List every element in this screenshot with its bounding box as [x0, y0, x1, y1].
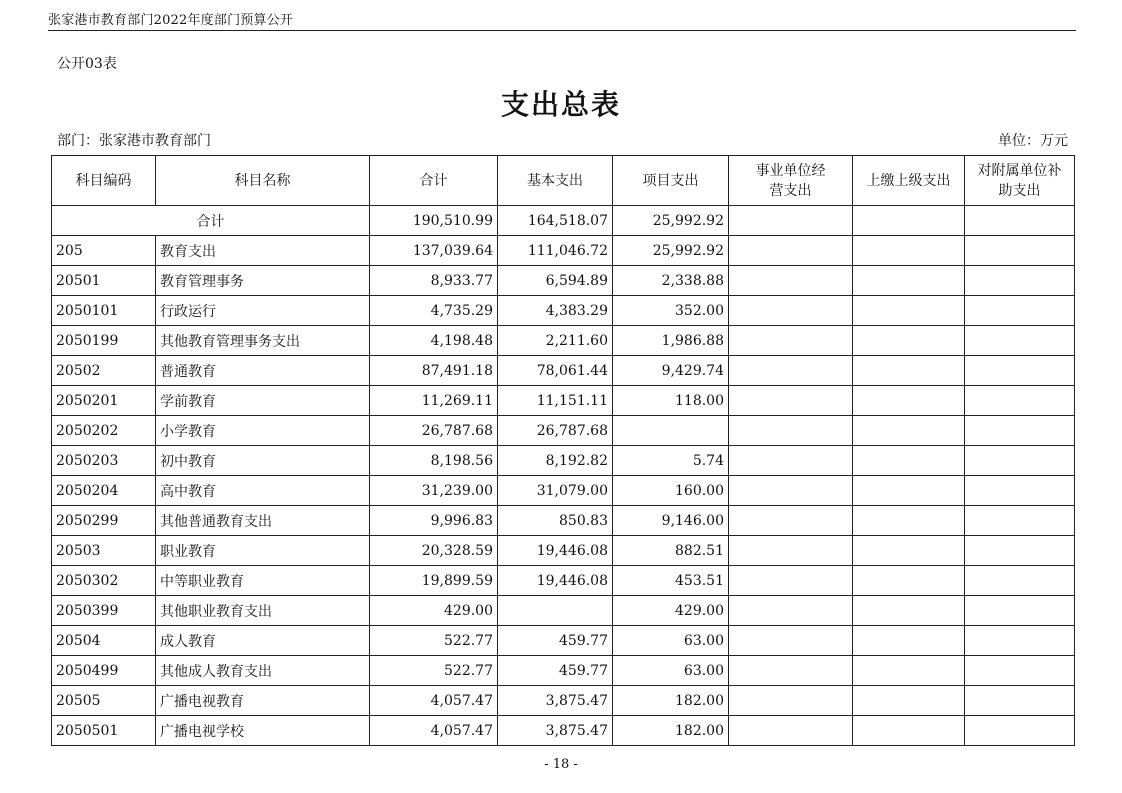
row-basic: 19,446.08	[498, 566, 613, 596]
row-name: 中等职业教育	[156, 566, 370, 596]
running-header: 张家港市教育部门2022年度部门预算公开	[48, 13, 294, 28]
row-name: 职业教育	[156, 536, 370, 566]
row-basic: 19,446.08	[498, 536, 613, 566]
row-name: 学前教育	[156, 386, 370, 416]
row-name: 其他教育管理事务支出	[156, 326, 370, 356]
row-upper	[853, 716, 965, 746]
row-business	[729, 386, 853, 416]
total-row-project: 25,992.92	[613, 206, 729, 236]
row-basic: 2,211.60	[498, 326, 613, 356]
row-basic: 3,875.47	[498, 716, 613, 746]
unit-label: 单位：万元	[998, 133, 1068, 149]
row-code: 20504	[52, 626, 156, 656]
row-upper	[853, 656, 965, 686]
table-row	[52, 596, 1075, 626]
table-code: 公开03表	[57, 56, 117, 72]
row-code: 2050203	[52, 446, 156, 476]
row-name: 高中教育	[156, 476, 370, 506]
row-upper	[853, 596, 965, 626]
table-row	[52, 716, 1075, 746]
row-business	[729, 296, 853, 326]
row-upper	[853, 296, 965, 326]
header-rule	[48, 30, 1076, 31]
table-row	[52, 416, 1075, 446]
total-row-basic: 164,518.07	[498, 206, 613, 236]
column-header-business: 事业单位经营支出	[729, 156, 853, 206]
row-code: 2050302	[52, 566, 156, 596]
row-name: 普通教育	[156, 356, 370, 386]
row-project	[613, 416, 729, 446]
row-name: 广播电视学校	[156, 716, 370, 746]
table-row	[52, 446, 1075, 476]
row-project: 160.00	[613, 476, 729, 506]
row-name: 其他职业教育支出	[156, 596, 370, 626]
row-subsidy	[965, 266, 1075, 296]
table-row	[52, 296, 1075, 326]
row-total: 522.77	[370, 626, 498, 656]
row-business	[729, 446, 853, 476]
row-subsidy	[965, 386, 1075, 416]
table-row	[52, 386, 1075, 416]
row-project: 63.00	[613, 626, 729, 656]
row-business	[729, 506, 853, 536]
row-project: 63.00	[613, 656, 729, 686]
row-upper	[853, 446, 965, 476]
column-header-project: 项目支出	[613, 156, 729, 206]
row-basic: 459.77	[498, 656, 613, 686]
row-subsidy	[965, 536, 1075, 566]
row-business	[729, 356, 853, 386]
column-header-basic: 基本支出	[498, 156, 613, 206]
column-header-name: 科目名称	[156, 156, 370, 206]
column-header-subsidy: 对附属单位补助支出	[965, 156, 1075, 206]
row-name: 教育管理事务	[156, 266, 370, 296]
row-code: 2050201	[52, 386, 156, 416]
row-name: 其他普通教育支出	[156, 506, 370, 536]
row-project: 882.51	[613, 536, 729, 566]
row-business	[729, 266, 853, 296]
row-subsidy	[965, 326, 1075, 356]
row-business	[729, 686, 853, 716]
row-code: 205	[52, 236, 156, 266]
row-project: 9,146.00	[613, 506, 729, 536]
row-total: 522.77	[370, 656, 498, 686]
row-business	[729, 626, 853, 656]
row-upper	[853, 266, 965, 296]
row-total: 9,996.83	[370, 506, 498, 536]
row-upper	[853, 326, 965, 356]
row-total: 137,039.64	[370, 236, 498, 266]
row-subsidy	[965, 356, 1075, 386]
row-subsidy	[965, 236, 1075, 266]
row-upper	[853, 386, 965, 416]
row-upper	[853, 236, 965, 266]
row-project: 352.00	[613, 296, 729, 326]
row-upper	[853, 476, 965, 506]
row-basic: 26,787.68	[498, 416, 613, 446]
row-basic: 3,875.47	[498, 686, 613, 716]
page-title: 支出总表	[500, 88, 621, 121]
table-row	[52, 626, 1075, 656]
column-header-code: 科目编码	[52, 156, 156, 206]
table-row	[52, 656, 1075, 686]
row-business	[729, 236, 853, 266]
table-row	[52, 536, 1075, 566]
row-subsidy	[965, 716, 1075, 746]
row-total: 87,491.18	[370, 356, 498, 386]
row-upper	[853, 416, 965, 446]
row-name: 教育支出	[156, 236, 370, 266]
row-business	[729, 326, 853, 356]
total-row-total: 190,510.99	[370, 206, 498, 236]
row-basic	[498, 596, 613, 626]
row-code: 2050199	[52, 326, 156, 356]
row-total: 26,787.68	[370, 416, 498, 446]
row-project: 182.00	[613, 716, 729, 746]
row-subsidy	[965, 596, 1075, 626]
row-name: 行政运行	[156, 296, 370, 326]
row-name: 成人教育	[156, 626, 370, 656]
row-basic: 31,079.00	[498, 476, 613, 506]
row-project: 1,986.88	[613, 326, 729, 356]
row-project: 25,992.92	[613, 236, 729, 266]
row-subsidy	[965, 416, 1075, 446]
row-subsidy	[965, 446, 1075, 476]
row-total: 429.00	[370, 596, 498, 626]
total-row-upper	[853, 206, 965, 236]
row-code: 2050204	[52, 476, 156, 506]
table-row	[52, 566, 1075, 596]
total-row-subsidy	[965, 206, 1075, 236]
row-subsidy	[965, 656, 1075, 686]
row-total: 4,735.29	[370, 296, 498, 326]
row-upper	[853, 686, 965, 716]
row-basic: 459.77	[498, 626, 613, 656]
row-total: 4,057.47	[370, 716, 498, 746]
row-upper	[853, 506, 965, 536]
row-project: 429.00	[613, 596, 729, 626]
row-project: 2,338.88	[613, 266, 729, 296]
table-row	[52, 326, 1075, 356]
total-row-business	[729, 206, 853, 236]
row-basic: 11,151.11	[498, 386, 613, 416]
row-total: 4,198.48	[370, 326, 498, 356]
row-code: 2050202	[52, 416, 156, 446]
expenditure-table	[51, 155, 1075, 746]
row-subsidy	[965, 506, 1075, 536]
row-name: 广播电视教育	[156, 686, 370, 716]
row-business	[729, 416, 853, 446]
table-row	[52, 476, 1075, 506]
row-name: 其他成人教育支出	[156, 656, 370, 686]
column-header-upper: 上缴上级支出	[853, 156, 965, 206]
department-label: 部门：张家港市教育部门	[57, 133, 211, 149]
table-row	[52, 236, 1075, 266]
row-subsidy	[965, 566, 1075, 596]
row-basic: 8,192.82	[498, 446, 613, 476]
table-row	[52, 266, 1075, 296]
row-project: 5.74	[613, 446, 729, 476]
row-subsidy	[965, 296, 1075, 326]
row-business	[729, 476, 853, 506]
row-total: 19,899.59	[370, 566, 498, 596]
total-row-label: 合计	[52, 206, 370, 236]
row-business	[729, 656, 853, 686]
row-code: 2050499	[52, 656, 156, 686]
row-basic: 111,046.72	[498, 236, 613, 266]
table-row	[52, 686, 1075, 716]
row-code: 2050101	[52, 296, 156, 326]
table-header-row	[52, 156, 1075, 206]
table-row	[52, 356, 1075, 386]
row-total: 20,328.59	[370, 536, 498, 566]
row-business	[729, 716, 853, 746]
row-code: 20503	[52, 536, 156, 566]
row-total: 4,057.47	[370, 686, 498, 716]
column-header-total: 合计	[370, 156, 498, 206]
row-project: 9,429.74	[613, 356, 729, 386]
row-basic: 78,061.44	[498, 356, 613, 386]
row-business	[729, 566, 853, 596]
row-total: 8,933.77	[370, 266, 498, 296]
row-subsidy	[965, 626, 1075, 656]
row-subsidy	[965, 476, 1075, 506]
total-row	[52, 206, 1075, 236]
row-basic: 850.83	[498, 506, 613, 536]
row-basic: 4,383.29	[498, 296, 613, 326]
page-number: - 18 -	[544, 757, 578, 772]
row-code: 20501	[52, 266, 156, 296]
row-code: 2050501	[52, 716, 156, 746]
row-code: 2050399	[52, 596, 156, 626]
row-upper	[853, 356, 965, 386]
row-code: 2050299	[52, 506, 156, 536]
row-upper	[853, 626, 965, 656]
row-upper	[853, 566, 965, 596]
row-project: 453.51	[613, 566, 729, 596]
row-name: 初中教育	[156, 446, 370, 476]
row-project: 118.00	[613, 386, 729, 416]
row-business	[729, 536, 853, 566]
row-upper	[853, 536, 965, 566]
row-total: 31,239.00	[370, 476, 498, 506]
table-row	[52, 506, 1075, 536]
row-total: 11,269.11	[370, 386, 498, 416]
row-name: 小学教育	[156, 416, 370, 446]
row-basic: 6,594.89	[498, 266, 613, 296]
row-code: 20502	[52, 356, 156, 386]
row-total: 8,198.56	[370, 446, 498, 476]
row-business	[729, 596, 853, 626]
row-project: 182.00	[613, 686, 729, 716]
row-subsidy	[965, 686, 1075, 716]
row-code: 20505	[52, 686, 156, 716]
